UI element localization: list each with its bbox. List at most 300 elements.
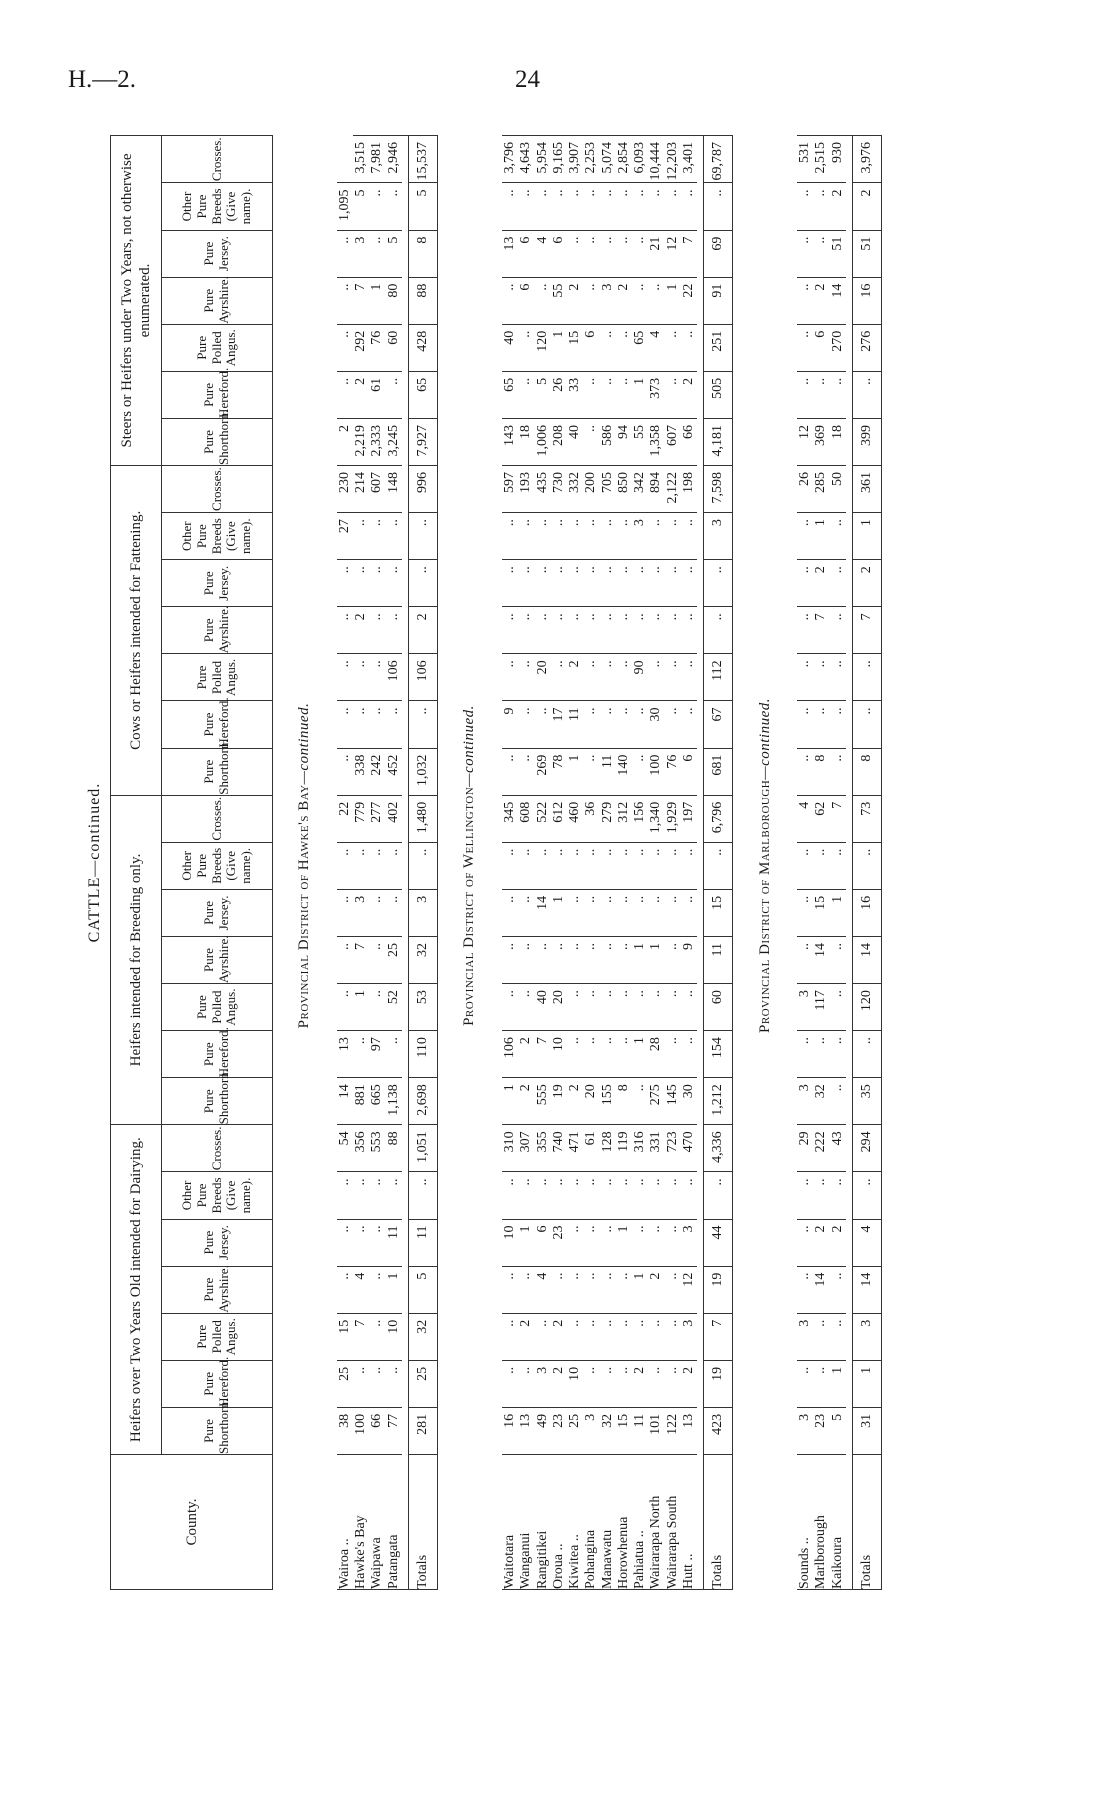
data-cell: .. bbox=[681, 654, 697, 701]
total-cell: 7 bbox=[852, 607, 881, 654]
data-cell: .. bbox=[551, 183, 567, 230]
data-cell: 55 bbox=[632, 418, 648, 465]
data-cell: 43 bbox=[830, 1125, 846, 1172]
data-cell: .. bbox=[648, 560, 664, 607]
data-cell: 6 bbox=[535, 1219, 551, 1266]
data-cell: 355 bbox=[535, 1125, 551, 1172]
data-cell: 1,006 bbox=[535, 418, 551, 465]
data-cell: .. bbox=[648, 513, 664, 560]
total-cell: 19 bbox=[703, 1266, 732, 1313]
data-cell: .. bbox=[616, 1360, 632, 1407]
data-cell: 1 bbox=[353, 984, 369, 1031]
data-cell: 6 bbox=[583, 324, 599, 371]
data-cell: .. bbox=[518, 984, 534, 1031]
data-cell: 19 bbox=[551, 1078, 567, 1125]
county-cell bbox=[353, 1455, 369, 1590]
data-cell: .. bbox=[665, 1172, 681, 1219]
data-cell: 1,358 bbox=[648, 418, 664, 465]
data-cell: .. bbox=[681, 607, 697, 654]
data-cell: .. bbox=[518, 183, 534, 230]
data-cell: .. bbox=[813, 183, 829, 230]
data-cell: 7 bbox=[353, 1313, 369, 1360]
data-cell: 2 bbox=[353, 371, 369, 418]
data-cell: .. bbox=[353, 1360, 369, 1407]
data-cell: 332 bbox=[567, 466, 583, 513]
data-cell: .. bbox=[600, 1172, 616, 1219]
total-cell: 69 bbox=[703, 230, 732, 277]
data-cell: 2 bbox=[567, 1078, 583, 1125]
data-cell: 1 bbox=[551, 324, 567, 371]
data-cell: 310 bbox=[502, 1125, 518, 1172]
data-cell: 1 bbox=[551, 889, 567, 936]
total-cell: 2 bbox=[852, 560, 881, 607]
data-cell: 23 bbox=[813, 1407, 829, 1454]
totals-row bbox=[408, 136, 437, 1590]
data-cell: .. bbox=[665, 371, 681, 418]
total-cell: 8 bbox=[852, 748, 881, 795]
data-cell: 705 bbox=[600, 466, 616, 513]
table-row bbox=[369, 136, 385, 1590]
data-cell: 100 bbox=[353, 1407, 369, 1454]
data-cell: .. bbox=[648, 1313, 664, 1360]
data-cell: .. bbox=[583, 984, 599, 1031]
breed-header: Pure Jersey. bbox=[162, 230, 273, 277]
county-name: Wairarapa North bbox=[648, 1495, 664, 1589]
total-cell: .. bbox=[852, 1172, 881, 1219]
data-cell: 4 bbox=[648, 324, 664, 371]
data-cell: .. bbox=[797, 513, 813, 560]
data-cell: .. bbox=[502, 1313, 518, 1360]
data-cell: .. bbox=[502, 183, 518, 230]
data-cell: .. bbox=[353, 654, 369, 701]
cattle-table bbox=[84, 135, 882, 1590]
data-cell: .. bbox=[502, 277, 518, 324]
data-cell: .. bbox=[502, 1266, 518, 1313]
data-cell: 30 bbox=[681, 1078, 697, 1125]
data-cell: 18 bbox=[830, 418, 846, 465]
table-row bbox=[632, 136, 648, 1590]
data-cell: 3 bbox=[797, 1407, 813, 1454]
county-cell bbox=[600, 1455, 616, 1590]
data-cell: .. bbox=[813, 230, 829, 277]
data-cell: .. bbox=[681, 984, 697, 1031]
data-cell: 7 bbox=[353, 936, 369, 983]
data-cell: .. bbox=[502, 984, 518, 1031]
data-cell: 2 bbox=[551, 1360, 567, 1407]
data-cell: 14 bbox=[813, 936, 829, 983]
data-cell: .. bbox=[797, 842, 813, 889]
data-cell: 881 bbox=[353, 1078, 369, 1125]
data-cell: .. bbox=[665, 936, 681, 983]
data-cell: .. bbox=[369, 1266, 385, 1313]
data-cell: 2,253 bbox=[583, 136, 599, 183]
data-cell: .. bbox=[830, 984, 846, 1031]
data-cell: .. bbox=[518, 371, 534, 418]
data-cell: 122 bbox=[665, 1407, 681, 1454]
data-cell: .. bbox=[616, 889, 632, 936]
data-cell: .. bbox=[830, 842, 846, 889]
data-cell: .. bbox=[600, 230, 616, 277]
breed-header: Pure Ayrshire. bbox=[162, 1266, 273, 1313]
total-cell: 276 bbox=[852, 324, 881, 371]
data-cell: 723 bbox=[665, 1125, 681, 1172]
data-cell: .. bbox=[681, 1031, 697, 1078]
data-cell: .. bbox=[337, 371, 353, 418]
section-heading-row bbox=[273, 136, 338, 1590]
data-cell: 119 bbox=[616, 1125, 632, 1172]
data-cell: 1 bbox=[632, 1266, 648, 1313]
data-cell: .. bbox=[353, 560, 369, 607]
data-cell: 7 bbox=[353, 277, 369, 324]
total-cell: 399 bbox=[852, 418, 881, 465]
data-cell: .. bbox=[600, 560, 616, 607]
data-cell: 197 bbox=[681, 795, 697, 842]
data-cell: 285 bbox=[813, 466, 829, 513]
page-number: 24 bbox=[515, 66, 540, 93]
total-cell: 4,181 bbox=[703, 418, 732, 465]
data-cell: .. bbox=[648, 183, 664, 230]
data-cell: .. bbox=[665, 889, 681, 936]
data-cell: .. bbox=[518, 1266, 534, 1313]
total-cell: 120 bbox=[852, 984, 881, 1031]
total-cell: .. bbox=[408, 842, 437, 889]
data-cell: .. bbox=[797, 607, 813, 654]
data-cell: .. bbox=[681, 513, 697, 560]
data-cell: .. bbox=[353, 701, 369, 748]
data-cell: 65 bbox=[502, 371, 518, 418]
data-cell: .. bbox=[665, 607, 681, 654]
data-cell: .. bbox=[665, 1031, 681, 1078]
data-cell: 21 bbox=[648, 230, 664, 277]
breed-header: Crosses. bbox=[162, 466, 273, 513]
data-cell: .. bbox=[616, 513, 632, 560]
data-cell: .. bbox=[583, 936, 599, 983]
total-cell: 428 bbox=[408, 324, 437, 371]
breed-header: Pure Ayrshire. bbox=[162, 607, 273, 654]
data-cell: .. bbox=[648, 607, 664, 654]
data-cell: .. bbox=[337, 654, 353, 701]
total-cell: .. bbox=[852, 701, 881, 748]
data-cell: 2 bbox=[567, 654, 583, 701]
data-cell: 470 bbox=[681, 1125, 697, 1172]
total-cell: 154 bbox=[703, 1031, 732, 1078]
total-cell: 681 bbox=[703, 748, 732, 795]
data-cell: .. bbox=[616, 842, 632, 889]
data-cell: .. bbox=[386, 183, 402, 230]
data-cell: 88 bbox=[386, 1125, 402, 1172]
table-row bbox=[797, 136, 813, 1590]
data-cell: 97 bbox=[369, 1031, 385, 1078]
data-cell: .. bbox=[813, 1172, 829, 1219]
county-name: Hawke's Bay bbox=[353, 1515, 369, 1589]
data-cell: 435 bbox=[535, 466, 551, 513]
data-cell: .. bbox=[813, 1031, 829, 1078]
data-cell: .. bbox=[665, 701, 681, 748]
data-cell: .. bbox=[518, 936, 534, 983]
breed-header: Pure Ayrshire. bbox=[162, 936, 273, 983]
data-cell: .. bbox=[583, 607, 599, 654]
data-cell: 8 bbox=[813, 748, 829, 795]
data-cell: 665 bbox=[369, 1078, 385, 1125]
table-title: CATTLE—continued. bbox=[86, 782, 103, 943]
section-heading-suffix: —continued. bbox=[461, 705, 478, 787]
data-cell: 40 bbox=[535, 984, 551, 1031]
data-cell: .. bbox=[583, 183, 599, 230]
data-cell: 36 bbox=[583, 795, 599, 842]
county-name: Wairoa .. bbox=[337, 1538, 352, 1589]
county-name: Patangata bbox=[385, 1534, 401, 1589]
data-cell: 4 bbox=[535, 230, 551, 277]
data-cell: .. bbox=[797, 560, 813, 607]
breed-header: Other Pure Breeds (Give name). bbox=[162, 842, 273, 889]
data-cell: .. bbox=[369, 607, 385, 654]
data-cell: 608 bbox=[518, 795, 534, 842]
data-cell: 14 bbox=[813, 1266, 829, 1313]
data-cell: 22 bbox=[337, 795, 353, 842]
data-cell: 7 bbox=[813, 607, 829, 654]
total-cell: 60 bbox=[703, 984, 732, 1031]
data-cell: .. bbox=[681, 1172, 697, 1219]
data-cell: 78 bbox=[551, 748, 567, 795]
data-cell: 2,854 bbox=[616, 136, 632, 183]
data-cell: 5 bbox=[830, 1407, 846, 1454]
totals-label: Totals bbox=[703, 1455, 732, 1590]
data-cell: .. bbox=[518, 1360, 534, 1407]
data-cell: .. bbox=[551, 560, 567, 607]
total-cell: 32 bbox=[408, 936, 437, 983]
data-cell: .. bbox=[616, 607, 632, 654]
data-cell: .. bbox=[535, 560, 551, 607]
data-cell: 11 bbox=[600, 748, 616, 795]
data-cell: .. bbox=[813, 701, 829, 748]
data-cell: 143 bbox=[502, 418, 518, 465]
data-cell: .. bbox=[535, 183, 551, 230]
total-cell: 505 bbox=[703, 371, 732, 418]
breed-header: Pure Polled Angus. bbox=[162, 1313, 273, 1360]
total-cell: 53 bbox=[408, 984, 437, 1031]
data-cell: .. bbox=[665, 654, 681, 701]
data-cell: .. bbox=[616, 1172, 632, 1219]
breed-header-row bbox=[162, 136, 273, 1590]
data-cell: 597 bbox=[502, 466, 518, 513]
total-cell: 32 bbox=[408, 1313, 437, 1360]
data-cell: 198 bbox=[681, 466, 697, 513]
data-cell: .. bbox=[797, 371, 813, 418]
section-heading-suffix: —continued. bbox=[296, 702, 313, 785]
data-cell: .. bbox=[502, 607, 518, 654]
data-cell: .. bbox=[369, 701, 385, 748]
county-cell bbox=[518, 1455, 534, 1590]
data-cell: .. bbox=[518, 560, 534, 607]
total-cell: .. bbox=[703, 1172, 732, 1219]
data-cell: .. bbox=[337, 277, 353, 324]
data-cell: 6 bbox=[518, 277, 534, 324]
data-cell: .. bbox=[600, 889, 616, 936]
county-name: Horowhenua bbox=[615, 1516, 631, 1589]
data-cell: .. bbox=[830, 936, 846, 983]
data-cell: .. bbox=[567, 1031, 583, 1078]
total-cell: 16 bbox=[852, 889, 881, 936]
data-cell: .. bbox=[551, 842, 567, 889]
data-cell: .. bbox=[830, 1031, 846, 1078]
data-cell: 140 bbox=[616, 748, 632, 795]
data-cell: 1 bbox=[830, 1360, 846, 1407]
total-cell: 110 bbox=[408, 1031, 437, 1078]
section-heading: Provincial District of Marlborough bbox=[756, 779, 773, 1034]
county-name: Rangitikei bbox=[534, 1530, 550, 1589]
data-cell: 13 bbox=[518, 1407, 534, 1454]
data-cell: 15 bbox=[813, 889, 829, 936]
data-cell: 471 bbox=[567, 1125, 583, 1172]
totals-label: Totals bbox=[852, 1455, 881, 1590]
data-cell: 531 bbox=[797, 136, 813, 183]
data-cell: 20 bbox=[551, 984, 567, 1031]
data-cell: 2 bbox=[353, 607, 369, 654]
data-cell: .. bbox=[369, 183, 385, 230]
data-cell: .. bbox=[830, 1313, 846, 1360]
data-cell: 4,643 bbox=[518, 136, 534, 183]
total-cell: 2 bbox=[852, 183, 881, 230]
data-cell: 10 bbox=[502, 1219, 518, 1266]
data-cell: 1,929 bbox=[665, 795, 681, 842]
data-cell: 49 bbox=[535, 1407, 551, 1454]
data-cell: .. bbox=[583, 1360, 599, 1407]
data-cell: .. bbox=[583, 513, 599, 560]
data-cell: 2 bbox=[551, 1313, 567, 1360]
data-cell: 1 bbox=[830, 889, 846, 936]
data-cell: 29 bbox=[797, 1125, 813, 1172]
data-cell: .. bbox=[337, 607, 353, 654]
data-cell: .. bbox=[665, 560, 681, 607]
data-cell: .. bbox=[337, 984, 353, 1031]
data-cell: 6 bbox=[681, 748, 697, 795]
data-cell: .. bbox=[551, 607, 567, 654]
data-cell: 373 bbox=[648, 371, 664, 418]
data-cell: .. bbox=[797, 1266, 813, 1313]
data-cell: 1 bbox=[518, 1219, 534, 1266]
data-cell: .. bbox=[797, 1172, 813, 1219]
data-cell: 553 bbox=[369, 1125, 385, 1172]
data-cell: 51 bbox=[830, 230, 846, 277]
data-cell: .. bbox=[386, 1031, 402, 1078]
data-cell: 2 bbox=[830, 183, 846, 230]
table-body bbox=[273, 136, 882, 1590]
data-cell: 54 bbox=[337, 1125, 353, 1172]
data-cell: 32 bbox=[600, 1407, 616, 1454]
county-cell bbox=[616, 1455, 632, 1590]
table-row bbox=[567, 136, 583, 1590]
data-cell: 14 bbox=[337, 1078, 353, 1125]
data-cell: .. bbox=[632, 183, 648, 230]
breed-header: Pure Jersey. bbox=[162, 889, 273, 936]
totals-row bbox=[852, 136, 881, 1590]
data-cell: 6 bbox=[551, 230, 567, 277]
data-cell: 316 bbox=[632, 1125, 648, 1172]
data-cell: 7 bbox=[830, 795, 846, 842]
data-cell: 1 bbox=[616, 1219, 632, 1266]
total-cell: 65 bbox=[408, 371, 437, 418]
data-cell: .. bbox=[830, 748, 846, 795]
data-cell: 6,093 bbox=[632, 136, 648, 183]
data-cell: 23 bbox=[551, 1407, 567, 1454]
data-cell: 279 bbox=[600, 795, 616, 842]
data-cell: 275 bbox=[648, 1078, 664, 1125]
total-cell: 91 bbox=[703, 277, 732, 324]
data-cell: .. bbox=[813, 1360, 829, 1407]
data-cell: 460 bbox=[567, 795, 583, 842]
data-cell: 3 bbox=[353, 230, 369, 277]
data-cell: .. bbox=[583, 1172, 599, 1219]
group-header-breeding: Heifers intended for Breeding only. bbox=[111, 795, 162, 1125]
data-cell: .. bbox=[535, 1313, 551, 1360]
data-cell: 312 bbox=[616, 795, 632, 842]
data-cell: 16 bbox=[502, 1407, 518, 1454]
data-cell: .. bbox=[337, 1219, 353, 1266]
total-cell: 15 bbox=[703, 889, 732, 936]
data-cell: .. bbox=[616, 654, 632, 701]
data-cell: 586 bbox=[600, 418, 616, 465]
total-cell: 88 bbox=[408, 277, 437, 324]
breed-header: Other Pure Breeds (Give name). bbox=[162, 1172, 273, 1219]
data-cell: .. bbox=[600, 701, 616, 748]
county-name: Manawatu bbox=[599, 1529, 615, 1589]
table-row bbox=[648, 136, 664, 1590]
data-cell: 77 bbox=[386, 1407, 402, 1454]
county-cell bbox=[386, 1455, 402, 1590]
data-cell: .. bbox=[518, 1172, 534, 1219]
data-cell: 10 bbox=[567, 1360, 583, 1407]
data-cell: 106 bbox=[502, 1031, 518, 1078]
data-cell: .. bbox=[616, 183, 632, 230]
data-cell: 607 bbox=[665, 418, 681, 465]
total-cell: 51 bbox=[852, 230, 881, 277]
data-cell: 331 bbox=[648, 1125, 664, 1172]
data-cell: 12 bbox=[797, 418, 813, 465]
rotated-cattle-table bbox=[84, 135, 1019, 1590]
data-cell: 3 bbox=[797, 1078, 813, 1125]
data-cell: 13 bbox=[681, 1407, 697, 1454]
breed-header: Pure Polled Angus. bbox=[162, 654, 273, 701]
data-cell: .. bbox=[386, 513, 402, 560]
data-cell: 76 bbox=[369, 324, 385, 371]
data-cell: .. bbox=[369, 513, 385, 560]
data-cell: 6 bbox=[518, 230, 534, 277]
data-cell: .. bbox=[830, 513, 846, 560]
data-cell: 4 bbox=[797, 795, 813, 842]
county-cell bbox=[535, 1455, 551, 1590]
data-cell: 7 bbox=[681, 230, 697, 277]
data-cell: 1 bbox=[665, 277, 681, 324]
page-reference: H.—2. bbox=[68, 66, 137, 93]
data-cell: 10,444 bbox=[648, 136, 664, 183]
data-cell: .. bbox=[813, 1313, 829, 1360]
total-cell: 996 bbox=[408, 466, 437, 513]
data-cell: .. bbox=[632, 748, 648, 795]
data-cell: 23 bbox=[551, 1219, 567, 1266]
data-cell: .. bbox=[648, 654, 664, 701]
table-row bbox=[813, 136, 829, 1590]
data-cell: 402 bbox=[386, 795, 402, 842]
data-cell: .. bbox=[797, 1031, 813, 1078]
data-cell: 6 bbox=[813, 324, 829, 371]
data-cell: 90 bbox=[632, 654, 648, 701]
data-cell: .. bbox=[535, 607, 551, 654]
data-cell: .. bbox=[353, 513, 369, 560]
data-cell: .. bbox=[518, 513, 534, 560]
data-cell: .. bbox=[681, 701, 697, 748]
data-cell: 5,954 bbox=[535, 136, 551, 183]
data-cell: .. bbox=[600, 936, 616, 983]
